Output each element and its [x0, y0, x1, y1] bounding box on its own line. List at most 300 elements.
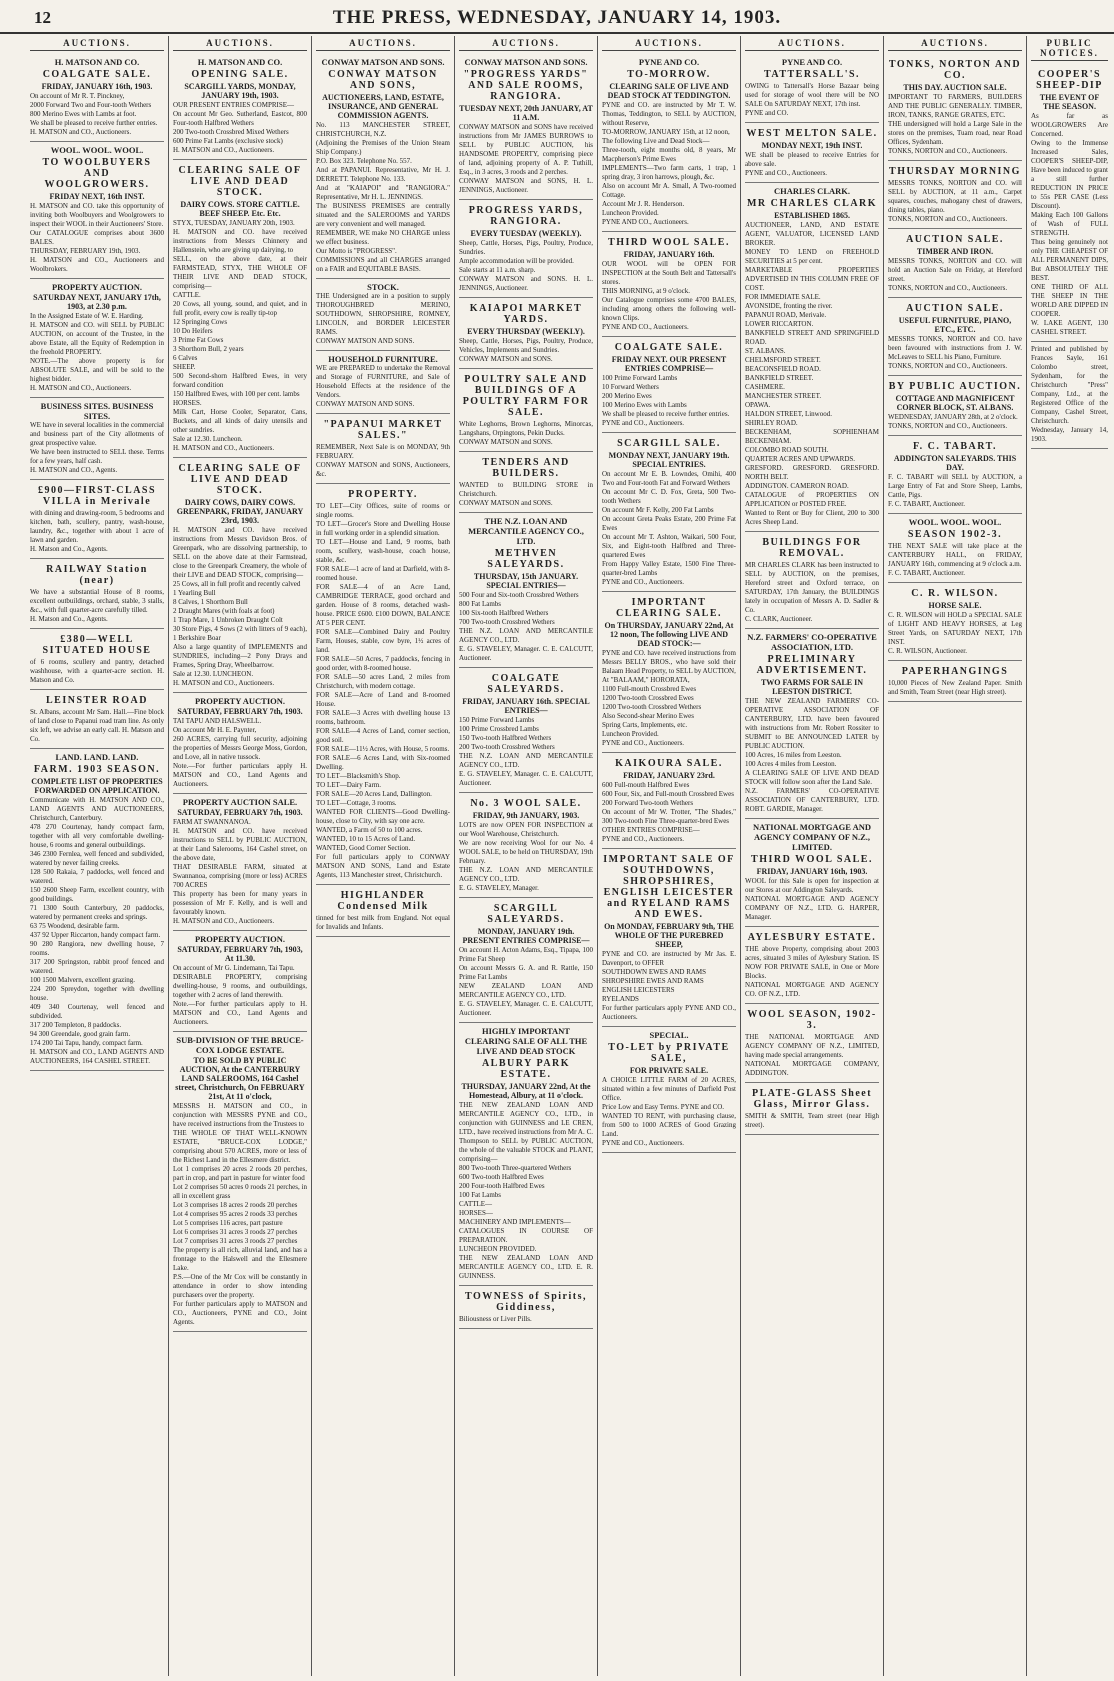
ad-text-line: Our Catalogue comprises some 4700 BALES, including among others the following well-known Clips. — [602, 296, 736, 322]
ad-headline: THURSDAY MORNING — [889, 166, 1021, 177]
ad-text-line: THAT DESIRABLE FARM, situated at Swannanoa, comprising (more or less) ACRES 700 ACRES — [173, 863, 307, 889]
ad-text-line: We have been instructed to SELL these. Terms for a few years, half cash. — [30, 448, 164, 465]
advertisement — [459, 452, 593, 513]
ad-text-line: And at "KAIAPOI" and "RANGIORA." Representative, Mr H. L. JENNINGS. — [316, 184, 450, 201]
ad-text-line: F. C. TABART, Auctioneer. — [888, 569, 965, 577]
ad-text-line: NEW ZEALAND LOAN AND MERCANTILE AGENCY CO., LTD. — [459, 982, 593, 999]
ad-text-line: CHELMSFORD STREET. — [745, 356, 821, 364]
column-heading: AUCTIONS. — [745, 36, 879, 51]
advertisement — [602, 433, 736, 592]
column-7 — [884, 36, 1027, 1676]
ad-text-line: 2 Draught Mares (with foals at foot) — [173, 607, 275, 615]
ad-text-line: C. R. WILSON will HOLD a SPECIAL SALE of LIGHT AND HEAVY HORSES, at Leg Street Yards, on SATURDAY NEXT, 17th INST. — [888, 611, 1022, 646]
ad-text-line: Sheep, Cattle, Horses, Pigs, Poultry, Produce, Vehicles, Implements and Sundries. — [459, 337, 593, 354]
ad-text-line: MESSRS TONKS, NORTON and CO. will SELL by AUCTION, at 11 a.m., Carpet squares, couches, mahogany chest of drawers, dining tables, piano. — [888, 179, 1022, 214]
ad-text-line: 1200 Two-tooth Crossbred Wethers — [602, 703, 702, 711]
ad-subheading: SATURDAY NEXT, JANUARY 17th, 1903, at 2.30 p.m. — [33, 293, 161, 311]
advertisement — [1031, 64, 1108, 342]
ad-text-line: THE undersigned will hold a Large Sale in the stores on the premises, Tuam road, near Road Offices, Sydenham. — [888, 120, 1022, 146]
ad-text-line: FOR SALE—1 acre of land at Darfield, with 8-roomed house. — [316, 565, 450, 582]
ad-headline: THIRD WOOL SALE. — [608, 237, 730, 248]
ad-headline: WOOL SEASON, 1902-3. — [747, 1009, 877, 1031]
ad-text-line: 94 300 Greendale, good grain farm. — [30, 1030, 131, 1038]
ad-text-line: Sale at 12.30. LUNCHEON. — [173, 670, 254, 678]
advertisement — [173, 931, 307, 1032]
advertisement — [459, 513, 593, 668]
ad-text-line: Biliousness or Liver Pills. — [459, 1315, 532, 1323]
ad-text-line: FOR SALE—50 Acres, 7 paddocks, fencing in good order, with 8-roomed house. — [316, 655, 450, 672]
ad-text-line: THE NEW ZEALAND FARMERS' CO-OPERATIVE ASSOCIATION OF CANTERBURY, LTD. have been favoured with instructions from Mr. Robert Rossiter to SUBMIT to BE ANNOUNCED LATER by PUBLIC AUCTION. — [745, 697, 879, 750]
ad-text-line: WANTED, Good Corner Section. — [316, 844, 411, 852]
advertiser-name: THE N.Z. LOAN AND MERCANTILE AGENCY CO., LTD. — [468, 516, 584, 546]
ad-text-line: We are now receiving Wool for our No. 4 WOOL SALE, to be held on THURSDAY, 19th February. — [459, 839, 593, 865]
ad-text-line: CONWAY MATSON and SONS. — [459, 438, 553, 446]
ad-text-line: FOR SALE—Acre of Land and 8-roomed House. — [316, 691, 450, 708]
ad-text-line: H. MATSON and CO., Auctioneers. — [173, 679, 275, 687]
ad-text-line: 500 Four and Six-tooth Crossbred Wethers — [459, 591, 579, 599]
ad-text-line: FOR SALE—Combined Dairy and Poultry Farm, Houses, stable, cow byre, 1½ acres of land. — [316, 628, 450, 654]
ad-headline: PLATE-GLASS Sheet Glass, Mirror Glass. — [751, 1088, 873, 1110]
ad-text-line: F. C. TABART, Auctioneer. — [888, 500, 965, 508]
ad-text-line: Account Mr J. R. Henderson. — [602, 200, 685, 208]
advertisement — [316, 414, 450, 484]
ad-text-line: RYELANDS — [602, 995, 639, 1003]
ad-text-line: 500 Second-shorn Halfbred Ewes, in very forward condition — [173, 372, 307, 389]
ad-text-line: OWING to Tattersall's Horse Bazaar being used for storage of wool there will be NO SALE On SATURDAY NEXT, 17th inst. — [745, 82, 879, 108]
advertiser-name: NATIONAL MORTGAGE AND AGENCY COMPANY OF N.Z., LIMITED. — [752, 822, 872, 852]
ad-text-line: Lot 6 comprises 31 acres 3 roods 27 perches — [173, 1228, 298, 1236]
advertisement — [745, 629, 879, 819]
ad-text-line: PYNE AND CO., Auctioneers. — [602, 218, 689, 226]
ad-text-line: TO LET—Grocer's Store and Dwelling House in full working order in a splendid situation. — [316, 520, 450, 537]
ad-headline: FARM. 1903 SEASON. — [33, 764, 161, 775]
ad-headline: SEASON 1902-3. — [907, 529, 1003, 540]
ad-text-line: H. Matson and Co., Agents. — [30, 615, 108, 623]
ad-subheading: SATURDAY, FEBRUARY 7th, 1903, At 11.30. — [177, 945, 303, 963]
ad-text-line: The following Live and Dead Stock— — [602, 137, 710, 145]
ad-text-line: NATIONAL MORTGAGE AND AGENCY COMPANY OF N.Z., LTD. G. HARPER, Manager. — [745, 895, 879, 921]
ad-text-line: OUR PRESENT ENTRIES COMPRISE— — [173, 101, 295, 109]
ad-text-line: Our CATALOGUE comprises about 3600 BALES. — [30, 229, 164, 246]
ad-subheading: ESTABLISHED 1865. — [774, 211, 850, 220]
ad-text-line: On account Mr E. B. Lowndes, Omihi, 400 Two and Four-tooth Fat and Forward Wethers — [602, 470, 736, 487]
ad-text-line: On account H. Acton Adams, Esq., Tipapa, 100 Prime Fat Sheep — [459, 946, 593, 963]
ad-text-line: PYNE and CO. are instructed by Mr T. W. Thomas, Teddington, to SELL by AUCTION, without Reserve, — [602, 101, 736, 127]
ad-headline: THIRD WOOL SALE. — [751, 854, 873, 865]
ad-text-line: Lot 1 comprises 20 acres 2 roods 20 perches, part in crop, and part in pasture for winter food — [173, 1165, 307, 1182]
ad-text-line: TONKS, NORTON and CO., Auctioneers. — [888, 362, 1008, 370]
ad-text-line: 3 Prime Fat Cows — [173, 336, 224, 344]
newspaper-title: THE PRESS, WEDNESDAY, JANUARY 14, 1903. — [332, 7, 782, 28]
ad-subheading: FRIDAY, JANUARY 16th. — [623, 250, 715, 259]
ad-text-line: SELL, on the above date, at their FARMSTEAD, STYX, THE WHOLE OF THEIR LIVE AND DEAD STOCK, comprising— — [173, 255, 307, 290]
ad-text-line: IMPORTANT TO FARMERS, BUILDERS AND THE PUBLIC GENERALLY. TIMBER, IRON, TANKS, RANGE GRATES, ETC. — [888, 93, 1022, 119]
ad-text-line: H. MATSON and CO. will SELL by PUBLIC AUCTION, on account of the Trustee, in the above Estate, all the Equity of Redemption in the freehold PROPERTY. — [30, 321, 164, 356]
ad-text-line: 200 Two-tooth Crossbred Wethers — [459, 743, 555, 751]
ad-text-line: H. MATSON and CO. have received instructions from Messrs Chinnery and Hallenstein, who are giving up dairying, to — [173, 228, 307, 254]
ad-text-line: On account of Mr G. Lindemann, Tai Tapu. — [173, 964, 295, 972]
ad-text-line: CONWAY MATSON and SONS. — [459, 499, 553, 507]
ad-text-line: Wanted to Rent or Buy for Client, 200 to 300 Acres Sheep Land. — [745, 509, 879, 526]
ad-text-line: PYNE and CO., Auctioneers. — [745, 169, 828, 177]
ad-text-line: FOR SALE—6 Acres Land, with Six-roomed Dwelling. — [316, 754, 450, 771]
column-1 — [26, 36, 169, 1676]
ad-text-line: PYNE and CO. — [745, 109, 789, 117]
ad-text-line: 437 92 Upper Riccarton, handy compact farm. — [30, 931, 161, 939]
ad-text-line: SHIRLEY ROAD. — [745, 419, 798, 427]
ad-subheading: FRIDAY, JANUARY 23rd. — [623, 771, 715, 780]
ad-text-line: On account Mr Geo. Sutherland, Eastcot, 800 Four-tooth Halfbred Wethers — [173, 110, 307, 127]
advertisement — [602, 337, 736, 433]
ad-text-line: 30 Store Pigs, 4 Sows (2 with litters of 9 each), 1 Berkshire Boar — [173, 625, 307, 642]
ad-text-line: On account of Mr W. Trotter, "The Shades," 300 Two-tooth Fine Three-quarter-bred Ewes — [602, 808, 736, 825]
ad-text-line: For further particulars apply to MATSON and CO., Auctioneers, PYNE and CO., Joint Agents. — [173, 1300, 307, 1326]
ad-text-line: No. 113 MANCHESTER STREET, CHRISTCHURCH, N.Z. — [316, 121, 450, 138]
advertisement — [888, 376, 1022, 436]
ad-text-line: 150 Two-tooth Halfbred Wethers — [459, 734, 552, 742]
ad-text-line: TO-MORROW, JANUARY 15th, at 12 noon, — [602, 128, 730, 136]
ad-text-line: 100 Acres 4 miles from Leeston. — [745, 760, 837, 768]
advertisement — [30, 749, 164, 1071]
ad-text-line: H. MATSON and CO. take this opportunity of inviting both Woolbuyers and Woolgrowers to inspect their WOOL in their Auctioneers' Store. — [30, 202, 164, 228]
ad-headline: £380—WELL SITUATED HOUSE — [42, 634, 152, 656]
column-heading: AUCTIONS. — [459, 36, 593, 51]
ad-text-line: FOR SALE—4 Acres of Land, corner section, good soil. — [316, 727, 450, 744]
ad-text-line: REMEMBER, Next Sale is on MONDAY, 9th FEBRUARY. — [316, 443, 450, 460]
ad-headline: CONWAY MATSON AND SONS, — [328, 69, 438, 91]
advertiser-name: CONWAY MATSON AND SONS. — [464, 57, 588, 67]
advertisement — [1031, 342, 1108, 449]
ad-text-line: 71 1300 South Canterbury, 20 paddocks, watered by permanent creeks and springs. — [30, 904, 164, 921]
ad-text-line: On account Mr C. D. Fox, Greta, 500 Two-tooth Wethers — [602, 488, 736, 505]
ad-text-line: OTHER ENTRIES COMPRISE— — [602, 826, 700, 834]
ad-text-line: THE above Property, comprising about 2003 acres, situated 3 miles of Aylesbury Station. IS NOW FOR PRIVATE SALE, in One or More Blocks. — [745, 945, 879, 980]
ad-text-line: C. R. WILSON, Auctioneer. — [888, 647, 968, 655]
ad-text-line: THE WHOLE OF THAT WELL-KNOWN ESTATE, "BRUCE-COX LODGE," comprising about 570 ACRES, more or less of the Richest Land in the Ellesmere district. — [173, 1129, 307, 1164]
advertiser-name: HOUSEHOLD FURNITURE. — [328, 354, 438, 364]
ad-subheading: TWO FARMS FOR SALE IN LEESTON DISTRICT. — [760, 678, 864, 696]
ad-text-line: THE NATIONAL MORTGAGE AND AGENCY COMPANY OF N.Z., LIMITED, having made special arrangements. — [745, 1033, 879, 1059]
ad-text-line: QUARTER ACRES AND UPWARDS. — [745, 455, 856, 463]
advertisement — [745, 1004, 879, 1083]
ad-headline: TO-MORROW. — [627, 69, 711, 80]
ad-headline: KAIKOURA SALE. — [615, 758, 723, 769]
ad-text-line: FOR SALE—50 acres Land, 2 miles from Christchurch, with modern cottage. — [316, 673, 450, 690]
advertisement — [459, 298, 593, 369]
ad-subheading: EVERY TUESDAY (WEEKLY). — [470, 229, 582, 238]
column-heading: AUCTIONS. — [173, 36, 307, 51]
ad-headline: TATTERSALL'S. — [763, 69, 861, 80]
ad-text-line: Lot 5 comprises 116 acres, part pasture — [173, 1219, 283, 1227]
advertisement — [173, 1032, 307, 1332]
ad-headline: PRELIMINARY ADVERTISEMENT. — [756, 654, 868, 676]
newspaper-columns — [26, 36, 1112, 1676]
ad-text-line: 200 Two-tooth Crossbred Mixed Wethers — [173, 128, 289, 136]
ad-text-line: Sheep, Cattle, Horses, Pigs, Poultry, Produce, Sundries. — [459, 239, 593, 256]
ad-text-line: GRESFORD. GRESFORD. GRESFORD. NORTH BELT. — [745, 464, 879, 481]
ad-text-line: ENGLISH LEICESTERS — [602, 986, 675, 994]
ad-headline: "PAPANUI MARKET SALES." — [323, 419, 443, 441]
ad-text-line: Lot 7 comprises 31 acres 3 roods 27 perches — [173, 1237, 298, 1245]
ad-subheading: TUESDAY NEXT, 20th JANUARY, AT 11 A.M. — [459, 104, 593, 122]
ad-text-line: THE N.Z. LOAN AND MERCANTILE AGENCY CO., LTD. — [459, 866, 593, 883]
ad-text-line: As far as WOOLGROWERS Are Concerned. — [1031, 112, 1108, 138]
ad-text-line: AUCTIONEER, LAND, AND ESTATE AGENT, VALUATOR, LICENSED LAND BROKER. — [745, 221, 879, 247]
ad-text-line: 600 Full-mouth Halfbred Ewes — [602, 781, 690, 789]
ad-text-line: WANTED, a Farm of 50 to 100 acres. — [316, 826, 423, 834]
ad-text-line: 8 Calves, 1 Shorthorn Bull — [173, 598, 248, 606]
page-number: 12 — [34, 8, 51, 27]
ad-subheading: DAIRY COWS. STORE CATTLE. BEEF SHEEP. Etc. Etc. — [180, 200, 300, 218]
advertisement — [30, 142, 164, 279]
ad-text-line: BEACONSFIELD ROAD. — [745, 365, 821, 373]
ad-text-line: H. MATSON and CO., Auctioneers. — [173, 444, 275, 452]
ad-text-line: 128 500 Rakaia, 7 paddocks, well fenced and watered. — [30, 868, 164, 885]
ad-text-line: W. LAKE AGENT, 130 CASHEL STREET. — [1031, 319, 1108, 336]
ad-text-line: H. MATSON and CO., Auctioneers. — [173, 146, 275, 154]
ad-text-line: 200 Four-tooth Halfbred Ewes — [459, 1182, 545, 1190]
ad-text-line: Sale starts at 11 a.m. sharp. — [459, 266, 536, 274]
ad-text-line: 10 Forward Wethers — [602, 383, 659, 391]
ad-text-line: CASHMERE. — [745, 383, 785, 391]
advertiser-name: PROPERTY AUCTION. — [51, 282, 143, 292]
ad-text-line: NATIONAL MORTGAGE AND AGENCY CO. OF N.Z., LTD. — [745, 981, 879, 998]
ad-text-line: MANCHESTER STREET. — [745, 392, 822, 400]
ad-subheading: DAIRY COWS, DAIRY COWS. GREENPARK, FRIDAY, JANUARY 23rd, 1903. — [176, 498, 304, 525]
ad-text-line: 100 1500 Malvern, excellent grazing. — [30, 976, 135, 984]
advertisement — [602, 54, 736, 232]
ad-text-line: 600 Prime Fat Lambs (exclusive stock) — [173, 137, 283, 145]
ad-text-line: PYNE and CO., Auctioneers. — [602, 578, 685, 586]
ad-text-line: FOR IMMEDIATE SALE. — [745, 293, 821, 301]
ad-text-line: TAI TAPU AND HALSWELL. — [173, 717, 262, 725]
ad-subheading: THE EVENT OF THE SEASON. — [1039, 93, 1100, 111]
advertisement — [316, 54, 450, 279]
ad-text-line: 20 Cows, all young, sound, and quiet, and in full profit, every cow is really tip-top — [173, 300, 307, 317]
ad-text-line: 3 Shorthorn Bull, 2 years — [173, 345, 244, 353]
ad-headline: HIGHLANDER Condensed Milk — [337, 890, 429, 912]
advertisement — [459, 793, 593, 898]
advertiser-name: CHARLES CLARK. — [773, 186, 851, 196]
ad-text-line: Thus being genuinely not only THE CHEAPEST OF ALL PERMANENT DIPS, But ABSOLUTELY THE BEST. — [1031, 238, 1108, 282]
ad-headline: ALBURY PARK ESTATE. — [481, 1058, 571, 1080]
ad-text-line: P.O. Box 323. Telephone No. 557. — [316, 157, 412, 165]
ad-text-line: We have a substantial House of 8 rooms, excellent outbuildings, orchard, stable, 3 stalls, &c., with full quarter-acre carefully tilled. — [30, 588, 164, 614]
ad-text-line: St. Albans, account Mr Sam. Hall.—Fine block of land close to Papanui road tram line. As only six left, we advise an early call. H. Matson and Co. — [30, 708, 164, 743]
ad-text-line: CATTLE— — [459, 1200, 493, 1208]
advertisement — [30, 279, 164, 398]
ad-text-line: TONKS, NORTON and CO., Auctioneers. — [888, 422, 1008, 430]
ad-text-line: PAPANUI ROAD, Merivale. — [745, 311, 827, 319]
ad-text-line: Printed and published by Frances Sayle, 161 Colombo street, Sydenham, for the Christchurch "Press" Company, Ltd., at the Registered Office of the Company, Cashel Street, Christchurch. — [1031, 345, 1108, 425]
advertiser-name: PROPERTY AUCTION. — [194, 934, 286, 944]
ad-text-line: Owing to the Immense Increased Sales, COOPER'S SHEEP-DIP, Have been induced to grant a still further REDUCTION IN PRICE to 55s PER CASE (Less Discount). — [1031, 139, 1108, 210]
ad-text-line: MESSRS TONKS, NORTON and CO. have been favoured with instructions from J. W. McLeaves to SELL his Piano, Furniture. — [888, 335, 1022, 361]
ad-text-line: 700 Two-tooth Crossbred Wethers — [459, 618, 555, 626]
ad-text-line: On account Messrs G. A. and R. Rattle, 150 Prime Fat Lambs — [459, 964, 593, 981]
ad-headline: TO WOOLBUYERS AND WOOLGROWERS. — [42, 157, 152, 190]
ad-text-line: Wednesday, January 14, 1903. — [1031, 426, 1108, 443]
ad-headline: RAILWAY Station (near) — [46, 564, 148, 586]
advertisement — [888, 229, 1022, 298]
advertiser-name: PYNE AND CO. — [638, 57, 700, 67]
advertiser-name: WOOL. WOOL. WOOL. — [50, 145, 144, 155]
ad-subheading: THURSDAY, JANUARY 22nd, At the Homestead, Albury, at 11 o'clock. — [461, 1082, 591, 1100]
ad-text-line: MESSRS H. MATSON and CO., in conjunction with MESSRS PYNE and CO., have received instructions from the Trustees to — [173, 1102, 307, 1128]
ad-text-line: BANKFIELD STREET. — [745, 374, 814, 382]
ad-headline: PROGRESS YARDS, RANGIORA. — [468, 205, 584, 227]
ad-text-line: TONKS, NORTON and CO., Auctioneers. — [888, 215, 1008, 223]
ad-headline: AYLESBURY ESTATE. — [747, 932, 877, 943]
ad-text-line: THE N.Z. LOAN AND MERCANTILE AGENCY CO., LTD. — [459, 627, 593, 644]
ad-text-line: H. MATSON and CO., Auctioneers and Woolbrokers. — [30, 256, 164, 273]
advertisement — [30, 480, 164, 559]
ad-headline: IMPORTANT SALE OF SOUTHDOWNS, SHROPSHIRES, ENGLISH LEICESTER and RYELAND RAMS AND EWES. — [603, 854, 735, 920]
ad-text-line: WE have in several localities in the commercial and business part of the City allotments of great prospective value. — [30, 421, 164, 447]
ad-text-line: THE NEW ZEALAND LOAN AND MERCANTILE AGENCY CO., LTD., in conjunction with GUINNESS and LE CREN, LTD., have received instructions from Mr A. C. Thompson to SELL by PUBLIC AUCTION, the whole of the valuable STOCK and PLANT, comprising— — [459, 1101, 593, 1163]
ad-text-line: ONE THIRD OF ALL THE SHEEP IN THE WORLD ARE DIPPED IN COOPER. — [1031, 283, 1108, 318]
ad-text-line: of 6 rooms, scullery and pantry, detached washhouse, with a quarter-acre section. H. Matson and Co. — [30, 658, 164, 684]
advertisement — [602, 849, 736, 1027]
ad-text-line: H. MATSON and CO., Auctioneers. — [30, 128, 132, 136]
ad-text-line: P.S.—One of the Mr Cox will be constantly in attendance in order to show intending purchasers over the property. — [173, 1273, 307, 1299]
ad-text-line: HALDON STREET, Linwood. — [745, 410, 832, 418]
ad-text-line: White Leghorns, Brown Leghorns, Minorcas, Langshans, Orpingtons, Pekin Ducks. — [459, 420, 593, 437]
ad-headline: BUILDINGS FOR REMOVAL. — [762, 537, 862, 559]
ad-text-line: NOTE.—The above property is for ABSOLUTE SALE, and will be sold to the highest bidder. — [30, 357, 164, 383]
ad-text-line: Lot 4 comprises 95 acres 2 roods 33 perches — [173, 1210, 298, 1218]
advertisement — [459, 898, 593, 1023]
ad-text-line: 1 Trap Mare, 1 Unbroken Draught Colt — [173, 616, 283, 624]
ad-text-line: 100 Fat Lambs — [459, 1191, 501, 1199]
ad-headline: TONKS, NORTON AND CO. — [888, 59, 1022, 81]
advertiser-name: WOOL. WOOL. WOOL. — [908, 517, 1002, 527]
ad-headline: BY PUBLIC AUCTION. — [888, 381, 1022, 392]
ad-text-line: SOUTHDOWN EWES AND RAMS — [602, 968, 707, 976]
ad-text-line: WANTED FOR CLIENTS—Good Dwelling-house, close to City, with say one acre. — [316, 808, 450, 825]
ad-text-line: OUR WOOL will be OPEN FOR INSPECTION at the South Belt and Tattersall's stores. — [602, 260, 736, 286]
advertisement — [173, 458, 307, 693]
ad-text-line: BANKFIELD STREET AND SPRINGFIELD ROAD. — [745, 329, 879, 346]
ad-text-line: CONWAY MATSON and SONS, H. L. JENNINGS, Auctioneer. — [459, 177, 593, 194]
column-heading: AUCTIONS. — [30, 36, 164, 51]
ad-text-line: Our Motto is "PROGRESS". — [316, 247, 397, 255]
advertisement — [602, 592, 736, 753]
column-heading: AUCTIONS. — [888, 36, 1022, 51]
ad-subheading: SATURDAY, FEBRUARY 7th, 1903. — [177, 707, 303, 716]
ad-text-line: 10 Do Heifers — [173, 327, 213, 335]
ad-text-line: SMITH & SMITH, Team street (near High street). — [745, 1112, 879, 1129]
ad-text-line: PYNE AND CO., Auctioneers. — [602, 323, 689, 331]
ad-text-line: 12 Springing Cows — [173, 318, 228, 326]
ad-text-line: WOOL for this Sale is open for inspection at our Stores at our Addington Saleyards. — [745, 877, 879, 894]
advertisement — [30, 629, 164, 690]
ad-text-line: E. G. STAVELEY, Manager. C. E. CALCUTT, Auctioneer. — [459, 1000, 593, 1017]
ad-text-line: On account Mr T. Ashton, Waikari, 500 Four, Six, and Eight-tooth Halfbred and Three-quartered Ewes — [602, 533, 736, 559]
ad-text-line: ST. ALBANS. — [745, 347, 786, 355]
ad-text-line: Also Second-shear Merino Ewes — [602, 712, 694, 720]
ad-text-line: 2000 Forward Two and Four-tooth Wethers — [30, 101, 152, 109]
ad-text-line: with dining and drawing-room, 5 bedrooms and kitchen, bath, scullery, pantry, wash-house, laundry, &c., together with about 1 acre of lawn and garden. — [30, 509, 164, 544]
advertisement — [30, 559, 164, 629]
ad-text-line: WANTED TO RENT, with purchasing clause, from 500 to 1000 ACRES of Good Grazing Land. — [602, 1112, 736, 1138]
ad-text-line: OPAWA. — [745, 401, 771, 409]
ad-text-line: On account Greta Peaks Estate, 200 Prime Fat Ewes — [602, 515, 736, 532]
ad-text-line: On account Mr F. Kelly, 200 Fat Lambs — [602, 506, 714, 514]
ad-headline: F. C. TABART. — [912, 441, 998, 452]
ad-headline: METHVEN SALEYARDS. — [487, 548, 565, 570]
ad-headline: CLEARING SALE OF LIVE AND DEAD STOCK. — [178, 165, 302, 198]
advertisement — [459, 1286, 593, 1329]
advertisement — [888, 514, 1022, 583]
ad-headline: LEINSTER ROAD — [45, 695, 149, 706]
ad-headline: SCARGILL SALE. — [617, 438, 721, 449]
advertiser-name: PYNE AND CO. — [781, 57, 843, 67]
ad-text-line: 150 Prime Forward Lambs — [459, 716, 535, 724]
advertisement — [888, 661, 1022, 702]
ad-subheading: COTTAGE AND MAGNIFICENT CORNER BLOCK, ST. ALBANS. — [895, 394, 1015, 412]
ad-text-line: 1 Yearling Bull — [173, 589, 216, 597]
ad-subheading: FOR PRIVATE SALE. — [629, 1066, 709, 1075]
ad-text-line: Making Each 100 Gallons of Wash of FULL STRENGTH. — [1031, 211, 1108, 237]
advertisement — [459, 54, 593, 200]
ad-text-line: SHEEP. — [173, 363, 196, 371]
ad-text-line: The BUSINESS PREMISES are centrally situated and the SALEROOMS and YARDS are very convenient and well managed. — [316, 202, 450, 228]
advertisement — [888, 436, 1022, 514]
ad-text-line: F. C. TABART will SELL by AUCTION, a Large Entry of Fat and Store Sheep, Lambs, Cattle, Pigs. — [888, 473, 1022, 499]
advertiser-name: PROPERTY AUCTION. — [194, 696, 286, 706]
ad-text-line: For further particulars apply PYNE AND CO., Auctioneers. — [602, 1004, 736, 1021]
ad-text-line: FOR SALE—11½ Acres, with House, 5 rooms. — [316, 745, 450, 753]
ad-text-line: Luncheon Provided. — [602, 730, 659, 738]
ad-text-line: CONWAY MATSON and SONS, Auctioneers, &c. — [316, 461, 450, 478]
ad-text-line: THE Undersigned are in a position to supply THOROUGHBRED MERINO, SOUTHDOWN, SHROPSHIRE, ROMNEY, LINCOLN, and BORDER LEICESTER RAMS. — [316, 292, 450, 336]
ad-text-line: TO LET—City Offices, suite of rooms or single rooms. — [316, 502, 450, 519]
advertisement — [888, 298, 1022, 376]
ad-headline: KAIAPOI MARKET YARDS. — [469, 303, 583, 325]
advertisement — [316, 484, 450, 885]
ad-headline: IMPORTANT CLEARING SALE. — [615, 597, 723, 619]
ad-text-line: HORSES— — [459, 1209, 493, 1217]
advertisement — [745, 927, 879, 1004]
ad-text-line: WEDNESDAY, JANUARY 28th, at 2 o'clock. — [888, 413, 1018, 421]
ad-headline: AUCTION SALE. — [906, 303, 1004, 314]
ad-text-line: 100 Acres, 16 miles from Leeston. — [745, 751, 842, 759]
ad-text-line: WE are PREPARED to undertake the Removal and Storage of FURNITURE, and Sale of Household Effects at the residence of the Vendors. — [316, 364, 450, 399]
ad-text-line: H. MATSON and CO., LAND AGENTS AND AUCTIONEERS, 164 CASHEL STREET. — [30, 1048, 164, 1065]
ad-text-line: N.Z. FARMERS' CO-OPERATIVE ASSOCIATION OF CANTERBURY, LTD. ROBT. GARDIE, Manager. — [745, 787, 879, 813]
column-heading: PUBLIC NOTICES. — [1031, 36, 1108, 61]
ad-text-line: 260 ACRES, carrying full security, adjoining the properties of Messrs George Moss, Gordon, and Love, all in native tussock. — [173, 735, 307, 761]
ad-subheading: SCARGILL YARDS, MONDAY, JANUARY 19th, 1903. — [184, 82, 296, 100]
ad-text-line: (Adjoining the Premises of the Union Steam Ship Company.) — [316, 139, 450, 156]
ad-text-line: ADDINGTON. CAMERON ROAD. — [745, 482, 849, 490]
ad-subheading: FRIDAY, JANUARY 16th. SPECIAL ENTRIES— — [462, 697, 590, 715]
ad-headline: C. R. WILSON. — [911, 588, 999, 599]
ad-text-line: We shall be pleased to receive further entries. — [30, 119, 158, 127]
masthead — [0, 0, 1114, 34]
advertisement — [888, 54, 1022, 161]
ad-text-line: Ample accommodation will be provided. — [459, 257, 574, 265]
ad-text-line: CONWAY MATSON and SONS. H. L. JENNINGS, Auctioneer. — [459, 275, 593, 292]
advertiser-name: SUB-DIVISION OF THE BRUCE-COX LODGE ESTATE. — [176, 1035, 304, 1055]
column-3 — [312, 36, 455, 1676]
ad-subheading: AUCTIONEERS, LAND, ESTATE, INSURANCE, AND GENERAL COMMISSION AGENTS. — [322, 93, 444, 120]
ad-subheading: On MONDAY, FEBRUARY 9th, THE WHOLE OF THE PUREBRED SHEEP, — [604, 922, 734, 949]
ad-text-line: Milk Cart, Horse Cooler, Separator, Cans, Buckets, and all kinds of dairy utensils and other sundries. — [173, 408, 307, 434]
ad-headline: COOPER'S SHEEP-DIP — [1036, 69, 1103, 91]
ad-subheading: USEFUL FURNITURE, PIANO, ETC., ETC. — [898, 316, 1012, 334]
